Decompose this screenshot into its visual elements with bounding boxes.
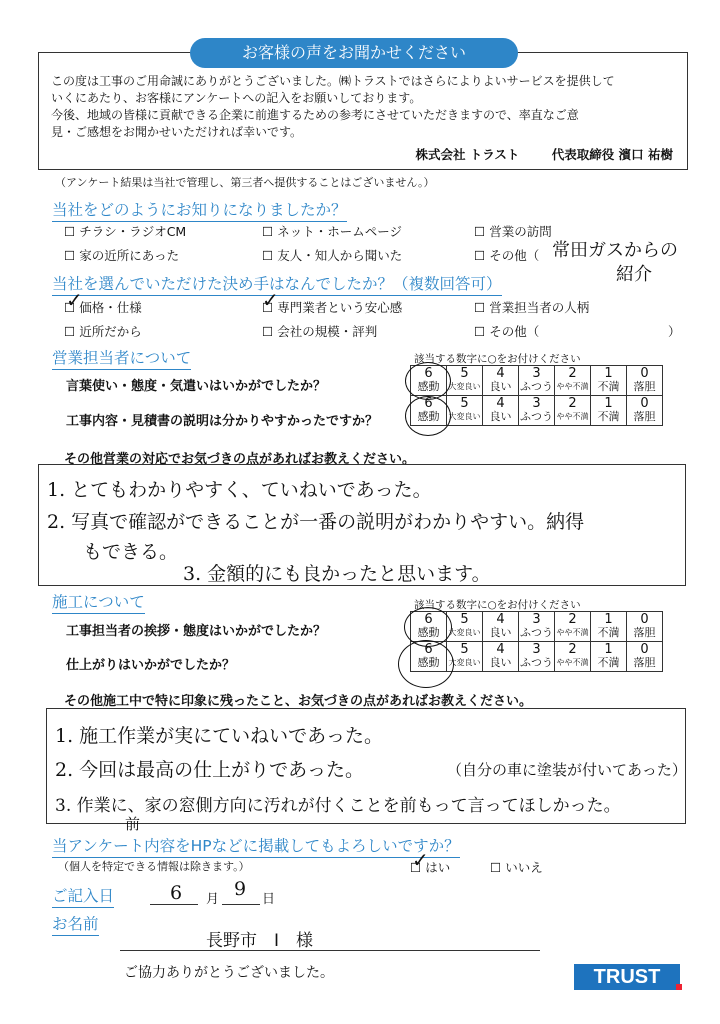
rating-cell[interactable]: 3 ふつう [519, 612, 555, 642]
works-other-question: その他施工中で特に印象に残ったこと、お気づきの点があればお教えください。 [64, 694, 533, 709]
rating-cell[interactable]: 6 感動 [411, 642, 447, 672]
sales-other-question: その他営業の対応でお気づきの点があればお教えください。 [64, 452, 416, 467]
privacy-note: （アンケート結果は当社で管理し、第三者へ提供することはございません。） [55, 176, 435, 189]
rating-cell[interactable]: 4 良い [483, 642, 519, 672]
rating-cell[interactable]: 0 落胆 [627, 396, 663, 426]
works-comment-2: 2. 今回は最高の仕上がりであった。 [55, 759, 364, 781]
representative: 代表取締役 濱口 祐樹 [551, 147, 673, 162]
date-month-line [150, 904, 198, 905]
q2-option-reputation[interactable]: ☐ 会社の規模・評判 [262, 322, 377, 340]
trust-logo: TRUST [574, 964, 680, 990]
date-label: ご記入日 [52, 884, 114, 908]
logo-accent [676, 984, 682, 990]
date-day: 9 [234, 878, 247, 900]
checkmark-icon: ✓ [262, 288, 279, 312]
intro-line-3: 今後、地域の皆様に貢献できる企業に前進するための参考にさせていただきますので、率直なご意 [51, 108, 579, 122]
sales-comment-1: 1. とてもわかりやすく、ていねいであった。 [47, 479, 432, 501]
sales-comment-box [38, 464, 686, 586]
hp-option-no[interactable]: ☐ いいえ [490, 858, 543, 876]
rating-cell[interactable]: 1 不満 [591, 642, 627, 672]
selection-circle [405, 396, 451, 436]
hp-note: （個人を特定できる情報は除きます。） [58, 860, 250, 873]
q1-option-other[interactable]: ☐ その他（ [474, 246, 539, 264]
rating-cell[interactable]: 6 感動 [411, 396, 447, 426]
rating-cell[interactable]: 3 ふつう [519, 642, 555, 672]
intro-line-2: いくにあたり、お客様にアンケートへの記入をお願いしております。 [51, 91, 422, 105]
selection-circle [405, 362, 451, 400]
hp-option-yes[interactable]: ☐ はい [410, 858, 450, 876]
sales-comment-2: 2. 写真で確認ができることが一番の説明がわかりやすい。納得 [47, 511, 585, 533]
thanks-message: ご協力ありがとうございました。 [124, 965, 334, 981]
q2-heading: 当社を選んでいただけた決め手はなんでしたか？（複数回答可） [52, 272, 502, 296]
date-month: 6 [170, 882, 183, 904]
sales-comment-3: もできる。 [83, 541, 179, 563]
rating-cell[interactable]: 3 ふつう [519, 396, 555, 426]
q1-option-visit[interactable]: ☐ 営業の訪問 [474, 222, 552, 240]
hp-question: 当アンケート内容をHPなどに掲載してもよろしいですか？ [52, 834, 460, 858]
works-comment-3b: 前 [125, 815, 141, 833]
q2-option-nearby[interactable]: ☐ 近所だから [64, 322, 142, 340]
works-comment-3: 3. 作業に、家の窓側方向に汚れが付くことを前もって言ってほしかった。 [55, 796, 621, 816]
date-day-line [222, 904, 260, 905]
date-day-unit: 日 [262, 892, 276, 907]
rating-cell[interactable]: 6 感動 [411, 612, 447, 642]
sales-question-1: 言葉使い・態度・気遣いはいかがでしたか？ [66, 379, 327, 394]
company-name: 株式会社 トラスト [415, 147, 520, 162]
rating-cell[interactable]: 4 良い [483, 612, 519, 642]
rating-cell[interactable]: 5 大変良い [447, 612, 483, 642]
sales-comment-4: 3. 金額的にも良かったと思います。 [183, 563, 491, 585]
signature [387, 146, 673, 163]
rating-cell[interactable]: 4 良い [483, 396, 519, 426]
rating-cell[interactable]: 0 落胆 [627, 642, 663, 672]
works-scale-caption: 該当する数字に○をお付けください [414, 599, 581, 611]
works-comment-box [46, 708, 687, 833]
q2-option-sales-person[interactable]: ☐ 営業担当者の人柄 [474, 298, 589, 316]
checkmark-icon: ✓ [412, 848, 429, 872]
rating-cell[interactable]: 1 不満 [591, 612, 627, 642]
q2-option-specialist[interactable]: ☐ 専門業者という安心感 [262, 298, 402, 316]
q1-heading: 当社をどのようにお知りになりましたか？ [52, 198, 347, 222]
works-comment-2b: （自分の車に塗装が付いてあった） [447, 761, 687, 779]
sales-question-2: 工事内容・見積書の説明は分かりやすかったですか？ [66, 414, 379, 429]
name-line [120, 950, 540, 951]
intro-line-1: この度は工事のご用命誠にありがとうございました。㈱トラストではさらによりよいサービスを提供して [51, 74, 615, 88]
q2-option-price[interactable]: ☐ 価格・仕様 [64, 298, 142, 316]
page-title: お客様の声をお聞かせください [190, 38, 518, 68]
sales-scale-caption: 該当する数字に○をお付けください [414, 353, 581, 365]
rating-cell[interactable]: 0 落胆 [627, 366, 663, 396]
rating-cell[interactable]: 4 良い [483, 366, 519, 396]
rating-cell[interactable]: 1 不満 [591, 366, 627, 396]
customer-name: 長野市 I 様 [206, 931, 314, 951]
q1-other-answer: 常田ガスからの [552, 240, 678, 261]
selection-circle [398, 640, 454, 688]
rating-cell[interactable]: 6 感動 [411, 366, 447, 396]
rating-cell[interactable]: 1 不満 [591, 396, 627, 426]
q1-option-nearby[interactable]: ☐ 家の近所にあった [64, 246, 179, 264]
rating-cell[interactable]: 5 大変良い [447, 396, 483, 426]
checkmark-icon: ✓ [66, 288, 83, 312]
works-question-2: 仕上がりはいかがでしたか？ [66, 658, 236, 673]
works-question-1: 工事担当者の挨拶・態度はいかがでしたか？ [66, 624, 327, 639]
date-month-unit: 月 [206, 892, 220, 907]
works-heading: 施工について [52, 590, 145, 614]
rating-cell[interactable]: 0 落胆 [627, 612, 663, 642]
rating-cell[interactable]: 5 大変良い [447, 366, 483, 396]
name-label: お名前 [52, 912, 99, 936]
q2-other-close: ） [668, 324, 681, 339]
works-comment-1: 1. 施工作業が実にていねいであった。 [55, 725, 383, 747]
rating-cell[interactable]: 2 やや不満 [555, 396, 591, 426]
q1-other-answer-2: 紹介 [616, 264, 652, 285]
q2-option-other[interactable]: ☐ その他（ [474, 322, 539, 340]
intro-line-4: 見・ご感想をお聞かせいただければ幸いです。 [51, 125, 303, 139]
rating-cell[interactable]: 3 ふつう [519, 366, 555, 396]
sales-heading: 営業担当者について [52, 346, 191, 370]
q1-option-web[interactable]: ☐ ネット・ホームページ [262, 222, 402, 240]
q1-option-flyer[interactable]: ☐ チラシ・ラジオCM [64, 222, 186, 240]
intro-box [38, 52, 688, 170]
rating-cell[interactable]: 2 やや不満 [555, 642, 591, 672]
rating-cell[interactable]: 2 やや不満 [555, 366, 591, 396]
rating-cell[interactable]: 5 大変良い [447, 642, 483, 672]
q1-option-friend[interactable]: ☐ 友人・知人から聞いた [262, 246, 402, 264]
rating-cell[interactable]: 2 やや不満 [555, 612, 591, 642]
